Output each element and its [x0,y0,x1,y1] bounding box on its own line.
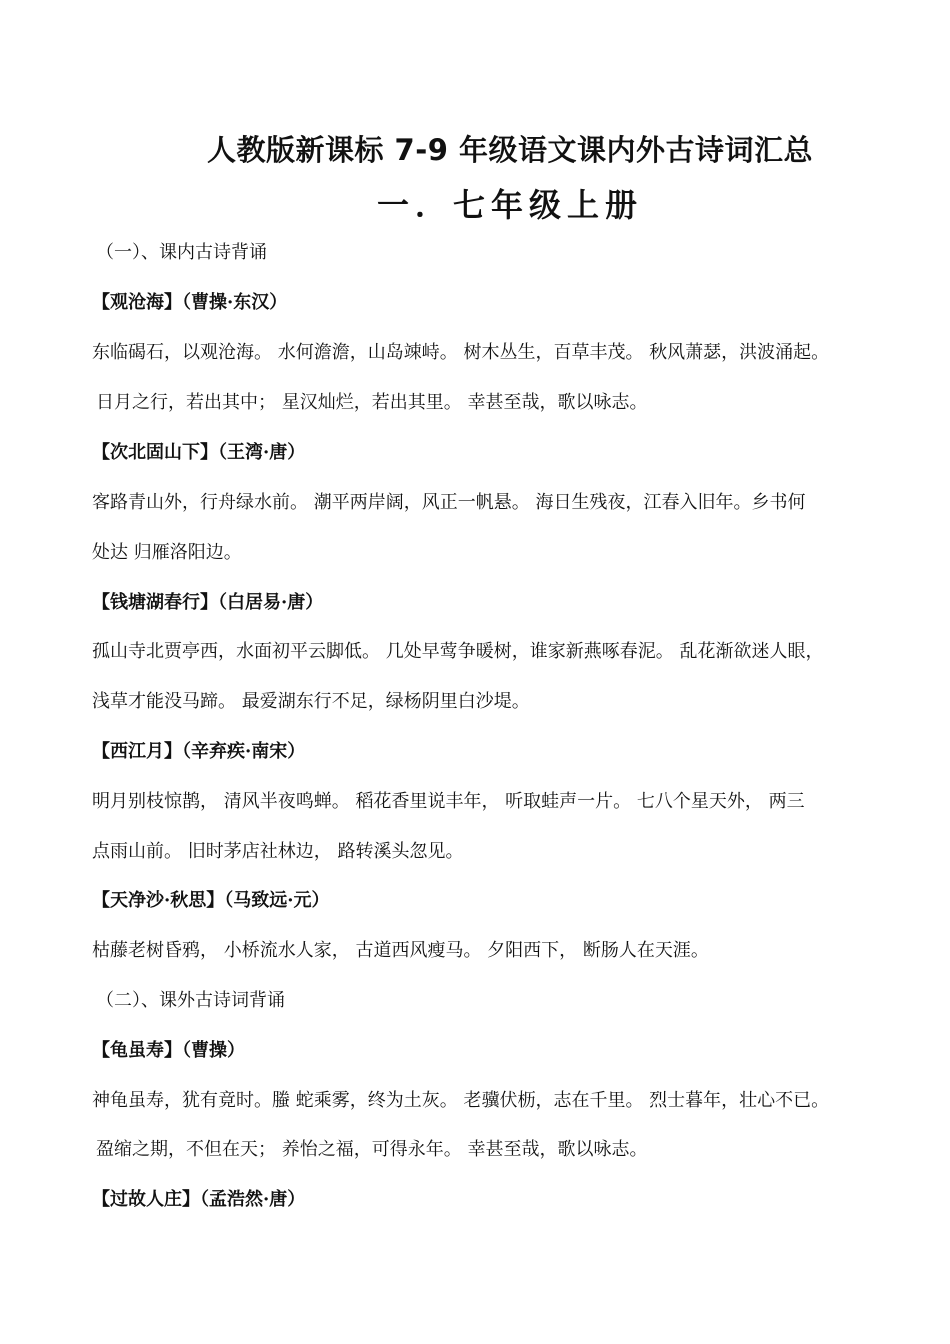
poem-line: 日月之行，若出其中； 星汉灿烂，若出其里。 幸甚至哉，歌以咏志。 [96,392,648,413]
document-subtitle: 一．七年级上册 [376,186,643,224]
poem-heading: 【过故人庄】（孟浩然·唐） [92,1189,306,1210]
poem-heading: 【西江月】（辛弃疾·南宋） [92,741,306,762]
poem-heading: 【龟虽寿】（曹操） [92,1040,245,1061]
document-title: 人教版新课标 7-9 年级语文课内外古诗词汇总 [206,133,814,167]
poem-line: 东临碣石，以观沧海。 水何澹澹，山岛竦峙。 树木丛生，百草丰茂。 秋风萧瑟，洪波涌起。 [92,342,830,363]
poem-line: 浅草才能没马蹄。 最爱湖东行不足，绿杨阴里白沙堤。 [92,691,530,712]
poem-heading: 【次北固山下】（王湾·唐） [92,442,306,463]
poem-line: 神龟虽寿，犹有竟时。螣 蛇乘雾，终为土灰。 老骥伏枥，志在千里。 烈士暮年，壮心不已。 [92,1090,830,1111]
poem-line: 盈缩之期，不但在天； 养怡之福，可得永年。 幸甚至哉，歌以咏志。 [96,1139,648,1160]
poem-line: 孤山寺北贾亭西，水面初平云脚低。 几处早莺争暖树，谁家新燕啄春泥。 乱花渐欲迷人眼， [92,641,824,662]
poem-heading: 【观沧海】（曹操·东汉） [92,292,288,313]
poem-heading: 【天净沙·秋思】（马致远·元） [92,890,330,911]
poem-heading: 【钱塘湖春行】（白居易·唐） [92,592,324,613]
poem-line: 处达 归雁洛阳边。 [92,542,242,563]
poem-line: 明月别枝惊鹊， 清风半夜鸣蝉。 稻花香里说丰年， 听取蛙声一片。 七八个星天外， 两三 [92,791,805,812]
poem-line: 枯藤老树昏鸦， 小桥流水人家， 古道西风瘦马。 夕阳西下， 断肠人在天涯。 [92,940,709,961]
poem-line: 客路青山外，行舟绿水前。 潮平两岸阔，风正一帆悬。 海日生残夜，江春入旧年。乡书何 [92,492,806,513]
section-heading-extra: （二）、课外古诗词背诵 [96,990,285,1011]
poem-line: 点雨山前。 旧时茅店社林边， 路转溪头忽见。 [92,841,464,862]
section-heading-in-class: （一）、课内古诗背诵 [96,242,267,263]
